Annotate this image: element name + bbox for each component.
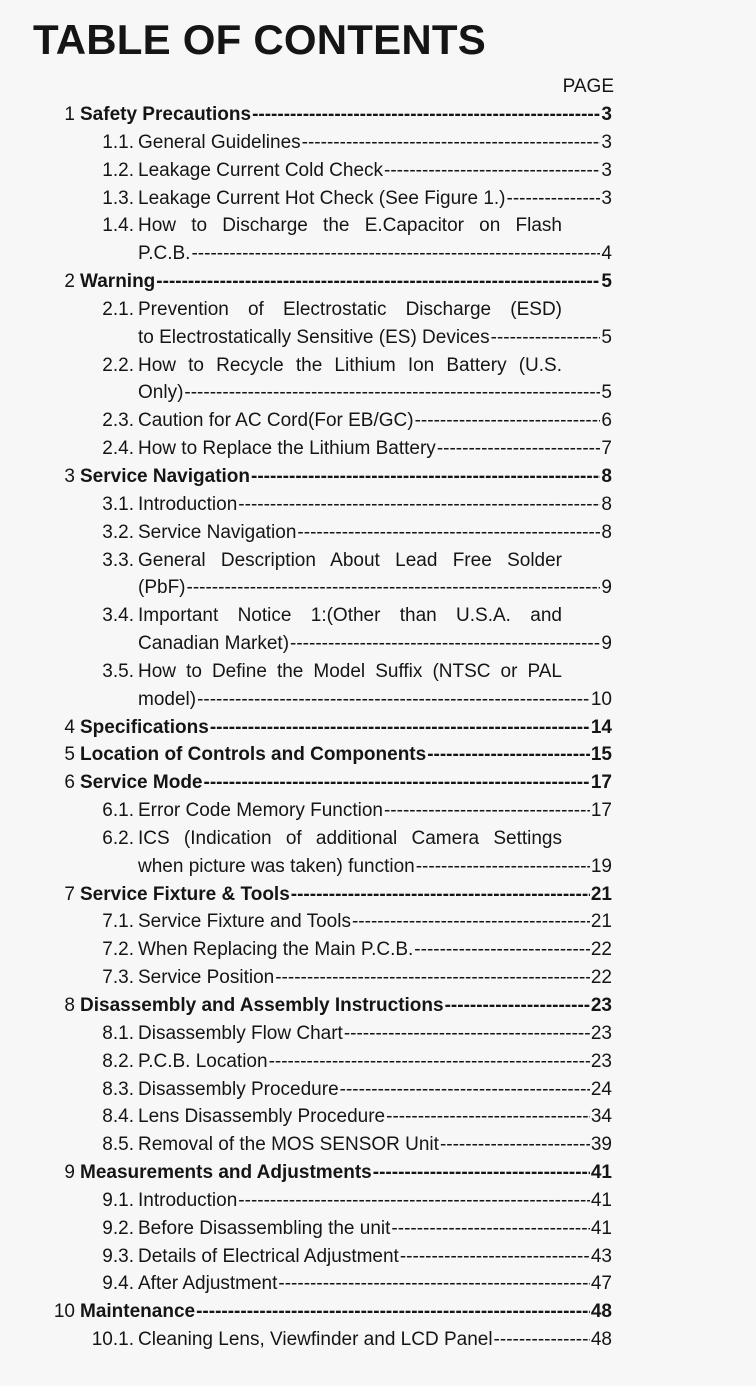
dot-leader (373, 1159, 590, 1187)
entry-row (80, 714, 612, 742)
entry-page-number[interactable]: 3 (601, 104, 612, 125)
entry-number: 3.1. (102, 493, 134, 515)
entry-number: 8.4. (102, 1106, 134, 1128)
entry-number: 3.3. (102, 549, 134, 571)
entry-number: 10 (53, 1301, 75, 1323)
entry-page-number[interactable]: 15 (590, 744, 612, 766)
entry-page-number[interactable]: 41 (590, 1189, 612, 1211)
entry-title: Lens Disassembly Procedure (138, 1106, 386, 1128)
entry-page-number[interactable]: 19 (590, 855, 612, 877)
entry-number: 1.4. (102, 215, 134, 237)
entry-title: Location of Controls and Components (80, 744, 427, 766)
entry-row (138, 1103, 612, 1131)
entry-page-number[interactable]: 8 (601, 521, 612, 543)
entry-title: P.C.B. (138, 243, 191, 265)
toc-subsection[interactable] (0, 658, 612, 714)
toc-section[interactable] (0, 268, 612, 296)
toc-line (0, 853, 612, 881)
toc-subsection[interactable] (0, 212, 612, 268)
toc-line (0, 964, 612, 992)
entry-page-number[interactable]: 47 (590, 1273, 612, 1295)
entry-title: Canadian Market) (138, 633, 290, 655)
dot-leader (184, 379, 600, 407)
toc-line (0, 435, 612, 463)
dot-leader (494, 1326, 590, 1354)
dot-leader (400, 1243, 590, 1271)
toc-line (0, 936, 612, 964)
entry-number: 2.1. (102, 298, 134, 320)
entry-title: Removal of the MOS SENSOR Unit (138, 1134, 439, 1156)
toc-line (0, 296, 612, 324)
dot-leader (275, 964, 590, 992)
entry-title: Measurements and Adjustments (80, 1162, 372, 1184)
entry-page-number[interactable]: 23 (590, 1022, 612, 1044)
entry-row (138, 1131, 612, 1159)
toc-line (0, 324, 612, 352)
entry-page-number[interactable]: 48 (590, 1301, 612, 1323)
entry-page-number[interactable]: 5 (601, 326, 612, 348)
dot-leader (344, 1020, 590, 1048)
toc-section[interactable] (0, 881, 612, 909)
dot-leader (290, 630, 600, 658)
entry-page-number[interactable]: 34 (590, 1106, 612, 1128)
toc-line (0, 185, 612, 213)
entry-row (80, 101, 612, 129)
entry-title: (PbF) (138, 577, 186, 599)
table-of-contents (0, 101, 612, 1354)
entry-number: 6.1. (102, 800, 134, 822)
entry-row (138, 1326, 612, 1354)
entry-page-number[interactable]: 8 (601, 465, 612, 487)
entry-number: 2 (64, 271, 75, 293)
entry-number: 1.3. (102, 187, 134, 209)
entry-number: 9.3. (102, 1245, 134, 1267)
toc-line (0, 741, 612, 769)
toc-subsection[interactable] (0, 1215, 612, 1243)
toc-subsection[interactable] (0, 1270, 612, 1298)
entry-page-number[interactable]: 21 (590, 911, 612, 933)
entry-row (80, 741, 612, 769)
entry-page-number[interactable]: 41 (590, 1217, 612, 1239)
toc-line (0, 1270, 612, 1298)
entry-row (138, 1076, 612, 1104)
dot-leader (269, 1048, 590, 1076)
toc-line (0, 908, 612, 936)
entry-page-number[interactable]: 3 (601, 187, 612, 209)
entry-title: How to Recycle the Lithium Ion Battery (U.S. (138, 354, 562, 376)
entry-title: Error Code Memory Function (138, 800, 383, 822)
toc-subsection[interactable] (0, 547, 612, 603)
toc-subsection[interactable] (0, 1187, 612, 1215)
entry-number: 4 (64, 716, 75, 738)
toc-subsection[interactable] (0, 602, 612, 658)
entry-row (138, 630, 612, 658)
entry-row (138, 1215, 612, 1243)
dot-leader (415, 407, 601, 435)
entry-page-number[interactable]: 21 (590, 883, 612, 905)
entry-page-number[interactable]: 24 (590, 1078, 612, 1100)
entry-page-number[interactable]: 22 (590, 967, 612, 989)
entry-page-number[interactable]: 4 (601, 243, 612, 265)
entry-page-number[interactable]: 6 (601, 410, 612, 432)
toc-line (0, 491, 612, 519)
entry-title: When Replacing the Main P.C.B. (138, 939, 414, 961)
toc-subsection[interactable] (0, 1131, 612, 1159)
toc-line (0, 352, 612, 380)
toc-line (0, 268, 612, 296)
toc-subsection[interactable] (0, 1020, 612, 1048)
entry-row (138, 686, 612, 714)
entry-number: 2.3. (102, 410, 134, 432)
entry-title: Prevention of Electrostatic Discharge (ESD) (138, 298, 562, 320)
toc-line (0, 1048, 612, 1076)
dot-leader (507, 185, 601, 213)
entry-page-number[interactable]: 7 (601, 438, 612, 460)
entry-title: How to Discharge the E.Capacitor on Flash (138, 215, 562, 237)
dot-leader (204, 769, 590, 797)
entry-number: 8.3. (102, 1078, 134, 1100)
toc-line (0, 212, 612, 240)
toc-line (0, 602, 612, 630)
entry-page-number[interactable]: 23 (590, 995, 612, 1016)
dot-leader (391, 1215, 589, 1243)
toc-section[interactable] (0, 101, 612, 129)
entry-row (138, 324, 612, 352)
entry-number: 3.5. (102, 660, 134, 682)
toc-line (0, 547, 612, 575)
toc-line (0, 797, 612, 825)
entry-page-number[interactable]: 3 (601, 131, 612, 153)
dot-leader (386, 1103, 590, 1131)
dot-leader (238, 491, 600, 519)
toc-line (0, 463, 612, 491)
entry-title: Specifications (80, 716, 209, 738)
toc-section[interactable] (0, 1159, 612, 1187)
entry-row (138, 519, 612, 547)
toc-subsection[interactable] (0, 1103, 612, 1131)
toc-subsection[interactable] (0, 1076, 612, 1104)
entry-page-number[interactable]: 22 (590, 939, 612, 961)
toc-line (0, 769, 612, 797)
entry-page-number[interactable]: 48 (590, 1329, 612, 1351)
toc-line (0, 101, 612, 129)
entry-number: 7.2. (102, 939, 134, 961)
toc-section[interactable] (0, 741, 612, 769)
entry-title: Service Mode (80, 772, 203, 794)
entry-row (80, 992, 612, 1020)
entry-page-number[interactable]: 17 (590, 800, 612, 822)
entry-number: 8.2. (102, 1050, 134, 1072)
entry-number: 3.4. (102, 605, 134, 627)
toc-line (0, 574, 612, 602)
entry-title: Important Notice 1:(Other than U.S.A. and (138, 605, 562, 627)
page-title: TABLE OF CONTENTS (33, 16, 486, 63)
toc-section[interactable] (0, 463, 612, 491)
entry-page-number[interactable]: 5 (601, 382, 612, 404)
entry-number: 10.1. (91, 1329, 134, 1351)
entry-row (138, 1270, 612, 1298)
toc-line (0, 129, 612, 157)
toc-section[interactable] (0, 992, 612, 1020)
entry-title: Leakage Current Cold Check (138, 159, 384, 181)
entry-title: Disassembly Flow Chart (138, 1022, 343, 1044)
toc-subsection[interactable] (0, 435, 612, 463)
entry-title: Caution for AC Cord(For EB/GC) (138, 410, 414, 432)
toc-line (0, 825, 612, 853)
dot-leader (384, 797, 590, 825)
toc-line (0, 1103, 612, 1131)
toc-section[interactable] (0, 769, 612, 797)
toc-section[interactable] (0, 714, 612, 742)
toc-line (0, 1020, 612, 1048)
entry-number: 8 (64, 995, 75, 1016)
toc-line (0, 1187, 612, 1215)
entry-row (138, 379, 612, 407)
entry-row (138, 157, 612, 185)
entry-row (138, 1243, 612, 1271)
toc-line (0, 1298, 612, 1326)
dot-leader (238, 1187, 590, 1215)
entry-number: 1.2. (102, 159, 134, 181)
toc-line (0, 1215, 612, 1243)
entry-title: Before Disassembling the unit (138, 1217, 391, 1239)
entry-title: Warning (80, 271, 156, 293)
toc-subsection[interactable] (0, 157, 612, 185)
entry-number: 5 (64, 744, 75, 766)
entry-row (138, 491, 612, 519)
entry-number: 2.4. (102, 438, 134, 460)
toc-line (0, 379, 612, 407)
entry-row (138, 853, 612, 881)
entry-row (138, 1020, 612, 1048)
toc-subsection[interactable] (0, 1326, 612, 1354)
entry-row (138, 407, 612, 435)
toc-line (0, 407, 612, 435)
entry-title: How to Define the Model Suffix (NTSC or PAL (138, 660, 562, 682)
dot-leader (191, 240, 600, 268)
entry-title: Cleaning Lens, Viewfinder and LCD Panel (138, 1329, 493, 1351)
entry-title: General Guidelines (138, 131, 301, 153)
entry-row (80, 1298, 612, 1326)
entry-title: when picture was taken) function (138, 855, 415, 877)
toc-line (0, 519, 612, 547)
entry-row (138, 435, 612, 463)
entry-page-number[interactable]: 43 (590, 1245, 612, 1267)
toc-line (0, 1131, 612, 1159)
entry-title: Details of Electrical Adjustment (138, 1245, 399, 1267)
entry-page-number[interactable]: 14 (590, 716, 612, 738)
dot-leader (156, 268, 600, 296)
dot-leader (437, 435, 601, 463)
entry-title: Introduction (138, 1189, 238, 1211)
entry-number: 9 (64, 1162, 75, 1184)
dot-leader (414, 936, 590, 964)
entry-title: Service Fixture and Tools (138, 911, 351, 933)
entry-number: 9.2. (102, 1217, 134, 1239)
entry-title: P.C.B. Location (138, 1050, 268, 1072)
entry-title: Disassembly Procedure (138, 1078, 339, 1100)
entry-title: Disassembly and Assembly Instructions (80, 995, 444, 1016)
dot-leader (187, 574, 601, 602)
entry-title: Service Position (138, 967, 275, 989)
entry-row (138, 797, 612, 825)
toc-subsection[interactable] (0, 825, 612, 881)
entry-row (138, 185, 612, 213)
entry-title: Service Fixture & Tools (80, 883, 290, 905)
entry-row (80, 463, 612, 491)
entry-number: 7.1. (102, 911, 134, 933)
entry-number: 7 (64, 883, 75, 905)
toc-line (0, 1076, 612, 1104)
entry-row (80, 769, 612, 797)
toc-line (0, 1159, 612, 1187)
dot-leader (491, 324, 601, 352)
entry-row (138, 1048, 612, 1076)
entry-page-number[interactable]: 10 (590, 688, 612, 710)
entry-number: 8.1. (102, 1022, 134, 1044)
toc-subsection[interactable] (0, 296, 612, 352)
entry-page-number[interactable]: 3 (601, 159, 612, 181)
dot-leader (197, 686, 590, 714)
toc-subsection[interactable] (0, 185, 612, 213)
toc-line (0, 714, 612, 742)
entry-number: 6 (64, 772, 75, 794)
toc-line (0, 686, 612, 714)
toc-subsection[interactable] (0, 964, 612, 992)
entry-page-number[interactable]: 23 (590, 1050, 612, 1072)
toc-subsection[interactable] (0, 1243, 612, 1271)
toc-line (0, 658, 612, 686)
toc-subsection[interactable] (0, 908, 612, 936)
entry-number: 3 (64, 465, 75, 487)
entry-number: 2.2. (102, 354, 134, 376)
entry-number: 9.1. (102, 1189, 134, 1211)
toc-subsection[interactable] (0, 491, 612, 519)
entry-title: How to Replace the Lithium Battery (138, 438, 436, 460)
dot-leader (445, 992, 590, 1020)
dot-leader (427, 741, 590, 769)
entry-title: Service Navigation (80, 465, 251, 487)
toc-line (0, 1326, 612, 1354)
entry-number: 7.3. (102, 967, 134, 989)
toc-subsection[interactable] (0, 352, 612, 408)
entry-page-number[interactable]: 9 (601, 577, 612, 599)
dot-leader (251, 463, 600, 491)
entry-title: Introduction (138, 493, 238, 515)
toc-subsection[interactable] (0, 1048, 612, 1076)
dot-leader (297, 519, 600, 547)
entry-number: 3.2. (102, 521, 134, 543)
entry-page-number[interactable]: 17 (590, 772, 612, 794)
entry-row (80, 881, 612, 909)
entry-title: to Electrostatically Sensitive (ES) Devices (138, 326, 490, 348)
dot-leader (252, 101, 600, 129)
toc-section[interactable] (0, 1298, 612, 1326)
entry-title: General Description About Lead Free Solder (138, 549, 562, 571)
dot-leader (340, 1076, 590, 1104)
toc-line (0, 157, 612, 185)
entry-page-number[interactable]: 8 (601, 493, 612, 515)
entry-title: Maintenance (80, 1301, 196, 1323)
entry-row (138, 574, 612, 602)
entry-number: 8.5. (102, 1134, 134, 1156)
entry-row (80, 268, 612, 296)
dot-leader (416, 853, 590, 881)
dot-leader (196, 1298, 590, 1326)
entry-row (138, 908, 612, 936)
toc-subsection[interactable] (0, 519, 612, 547)
toc-line (0, 1243, 612, 1271)
dot-leader (384, 157, 600, 185)
entry-number: 6.2. (102, 827, 134, 849)
page-column-label: PAGE (562, 76, 614, 97)
entry-title: Safety Precautions (80, 104, 252, 125)
entry-row (138, 240, 612, 268)
toc-subsection[interactable] (0, 129, 612, 157)
entry-title: ICS (Indication of additional Camera Settings (138, 827, 562, 849)
entry-row (80, 1159, 612, 1187)
entry-title: Leakage Current Hot Check (See Figure 1.) (138, 187, 506, 209)
entry-number: 1.1. (102, 131, 134, 153)
entry-page-number[interactable]: 9 (601, 633, 612, 655)
dot-leader (440, 1131, 590, 1159)
toc-line (0, 240, 612, 268)
dot-leader (210, 714, 590, 742)
dot-leader (302, 129, 601, 157)
toc-line (0, 992, 612, 1020)
entry-title: Service Navigation (138, 521, 297, 543)
entry-title: model) (138, 688, 197, 710)
dot-leader (278, 1270, 589, 1298)
entry-row (138, 936, 612, 964)
entry-page-number[interactable]: 5 (601, 271, 612, 293)
entry-title: After Adjustment (138, 1273, 278, 1295)
entry-number: 9.4. (102, 1273, 134, 1295)
entry-page-number[interactable]: 39 (590, 1134, 612, 1156)
dot-leader (352, 908, 590, 936)
entry-page-number[interactable]: 41 (590, 1162, 612, 1184)
entry-row (138, 1187, 612, 1215)
entry-title: Only) (138, 382, 184, 404)
entry-number: 1 (64, 104, 75, 125)
toc-subsection[interactable] (0, 936, 612, 964)
toc-line (0, 881, 612, 909)
dot-leader (291, 881, 590, 909)
entry-row (138, 129, 612, 157)
toc-subsection[interactable] (0, 407, 612, 435)
toc-line (0, 630, 612, 658)
entry-row (138, 964, 612, 992)
toc-subsection[interactable] (0, 797, 612, 825)
